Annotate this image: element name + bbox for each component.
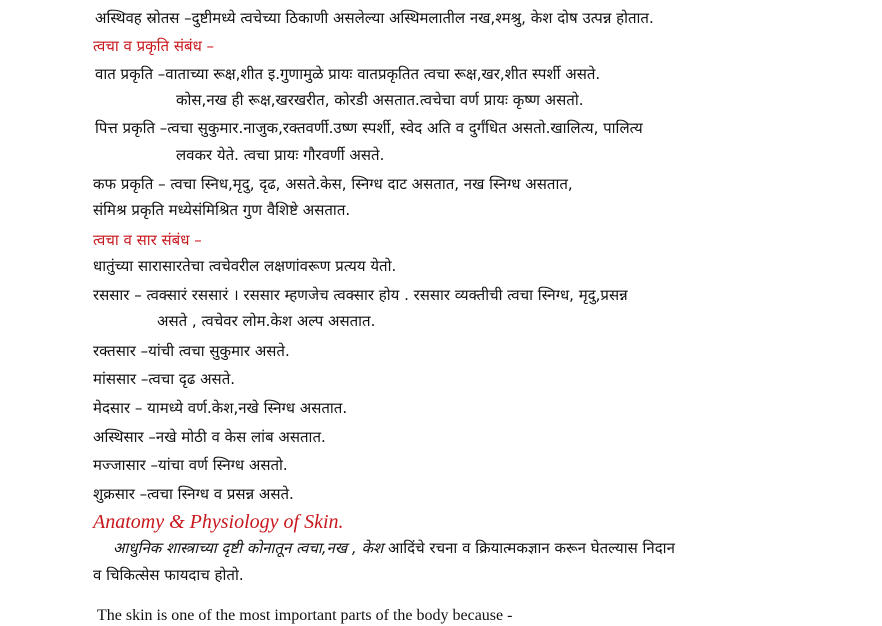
text-line: शुक्रसार –त्वचा स्निग्ध व प्रसन्न असते. xyxy=(93,485,294,503)
text-line: असते , त्वचेवर लोम.केश अल्प असतात. xyxy=(157,312,376,330)
text-line: मज्जासार –यांचा वर्ण स्निग्ध असतो. xyxy=(93,456,288,474)
text-line: व चिकित्सेस फायदाच होतो. xyxy=(93,566,244,584)
section-heading: त्वचा व सार संबंध – xyxy=(93,231,202,249)
text-line: अस्थिसार –नखे मोठी व केस लांब असतात. xyxy=(93,428,326,446)
text-line: अस्थिवह स्रोतस –दुष्टीमध्ये त्वचेच्या ठिकाणी असलेल्या अस्थिमलातील नख,श्मश्रु, केश दोष उत्पन्न होतात. xyxy=(95,9,654,27)
text-line: रससार – त्वक्सारं रससारं । रससार म्हणजेच त्वक्सार होय . रससार व्यक्तीची त्वचा स्निग्ध, मृदु,प्रसन्न xyxy=(93,286,628,304)
text-line: धातुंच्या सारासारतेचा त्वचेवरील लक्षणांवरूण प्रत्यय येतो. xyxy=(93,257,397,275)
text-line: कफ प्रकृति – त्वचा स्निध,मृदु, दृढ, असते.केस, स्निग्ध दाट असतात, नख स्निग्ध असतात, xyxy=(93,175,573,193)
text-line: वात प्रकृति –वाताच्या रूक्ष,शीत इ.गुणामुळे प्रायः वातप्रकृतित त्वचा रूक्ष,खर,शीत स्पर्शी असते. xyxy=(95,65,601,83)
text-span: आदिंचे रचना व क्रियात्मकज्ञान करून घेतल्यास निदान xyxy=(387,539,675,557)
italic-text: आधुनिक शास्त्राच्या दृष्टी कोनातून त्वचा,नख , केश xyxy=(113,539,384,557)
text-line: रक्तसार –यांची त्वचा सुकुमार असते. xyxy=(93,342,290,360)
english-text-line: The skin is one of the most important parts of the body because - xyxy=(97,607,513,624)
text-line: मांससार –त्वचा दृढ असते. xyxy=(93,370,236,388)
section-heading: त्वचा व प्रकृति संबंध – xyxy=(93,37,215,55)
text-line: संमिश्र प्रकृति मध्येसंमिश्रित गुण वैशिष्टे असतात. xyxy=(93,201,351,219)
text-line: लवकर येते. त्वचा प्रायः गौरवर्णी असते. xyxy=(176,146,385,164)
section-heading-english: Anatomy & Physiology of Skin. xyxy=(93,511,344,533)
text-line: कोस,नख ही रूक्ष,खरखरीत, कोरडी असतात.त्वचेचा वर्ण प्रायः कृष्ण असतो. xyxy=(176,91,584,109)
text-line: मेदसार – यामध्ये वर्ण.केश,नखे स्निग्ध असतात. xyxy=(93,399,348,417)
text-line xyxy=(113,538,675,558)
text-line: पित्त प्रकृति –त्वचा सुकुमार.नाजुक,रक्तवर्णी.उष्ण स्पर्शी, स्वेद अति व दुर्गंधित असतो.खालित्य, पालित्य xyxy=(95,119,643,137)
